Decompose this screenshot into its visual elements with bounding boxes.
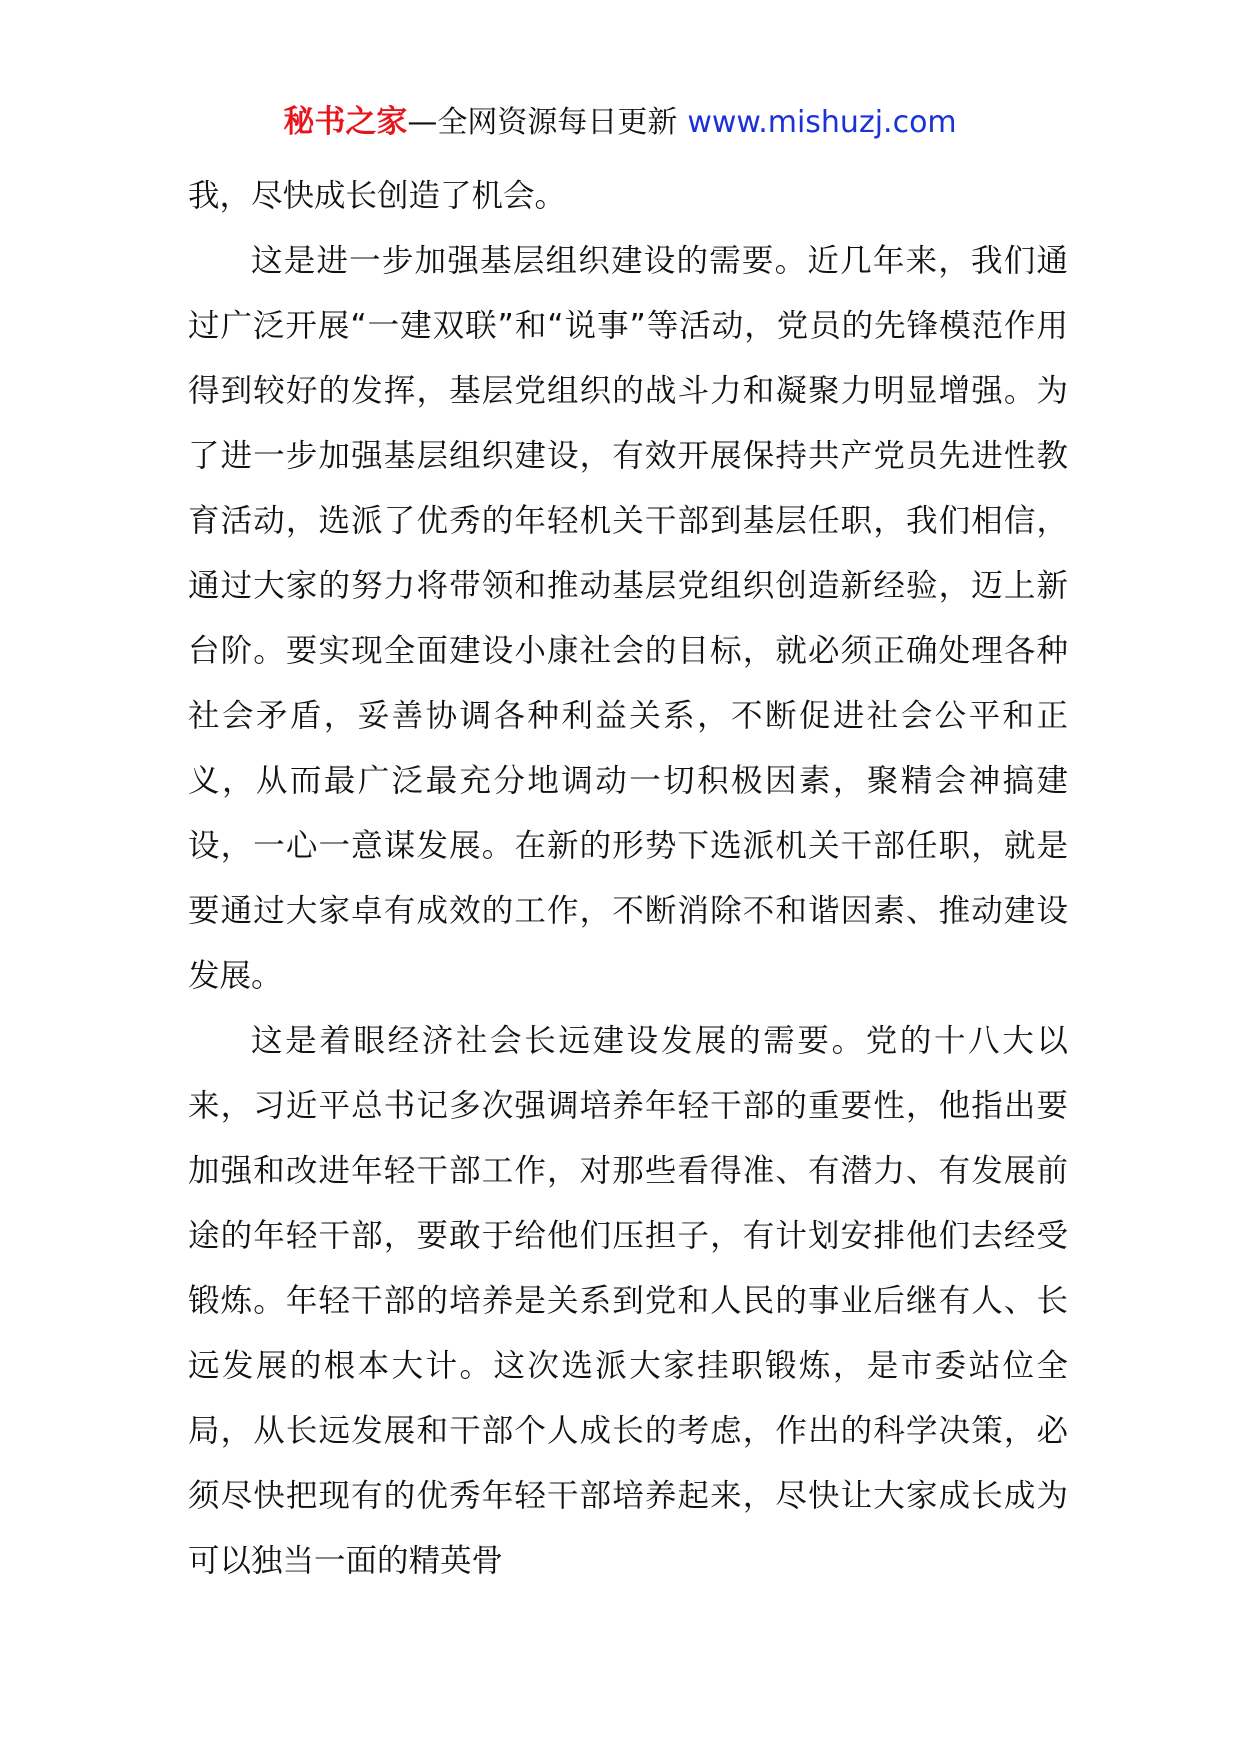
website-link[interactable]: www.mishuzj.com <box>687 105 957 140</box>
brand-name: 秘书之家 <box>283 104 408 140</box>
document-body <box>188 164 1068 1594</box>
paragraph-grassroots-organization: 这是进一步加强基层组织建设的需要。近几年来，我们通过广泛开展“一建双联”和“说事”等活动，党员的先锋模范作用得到较好的发挥，基层党组织的战斗力和凝聚力明显增强。为了进一步加强基层组织建设，有效开展保持共产党员先进性教育活动，选派了优秀的年轻机关干部到基层任职，我们相信，通过大家的努力将带领和推动基层党组织创造新经验，迈上新台阶。要实现全面建设小康社会的目标，就必须正确处理各种社会矛盾，妥善协调各种利益关系，不断促进社会公平和正义，从而最广泛最充分地调动一切积极因素，聚精会神搞建设，一心一意谋发展。在新的形势下选派机关干部任职，就是要通过大家卓有成效的工作，不断消除不和谐因素、推动建设发展。 <box>188 243 1068 994</box>
page-header <box>0 100 1240 145</box>
paragraph-continued: 我，尽快成长创造了机会。 <box>188 178 567 214</box>
header-slogan: —全网资源每日更新 <box>407 105 678 140</box>
paragraph-long-term-development: 这是着眼经济社会长远建设发展的需要。党的十八大以来，习近平总书记多次强调培养年轻干部的重要性，他指出要加强和改进年轻干部工作，对那些看得准、有潜力、有发展前途的年轻干部，要敢于给他们压担子，有计划安排他们去经受锻炼。年轻干部的培养是关系到党和人民的事业后继有人、长远发展的根本大计。这次选派大家挂职锻炼，是市委站位全局，从长远发展和干部个人成长的考虑，作出的科学决策，必须尽快把现有的优秀年轻干部培养起来，尽快让大家成长成为可以独当一面的精英骨 <box>188 1023 1068 1579</box>
